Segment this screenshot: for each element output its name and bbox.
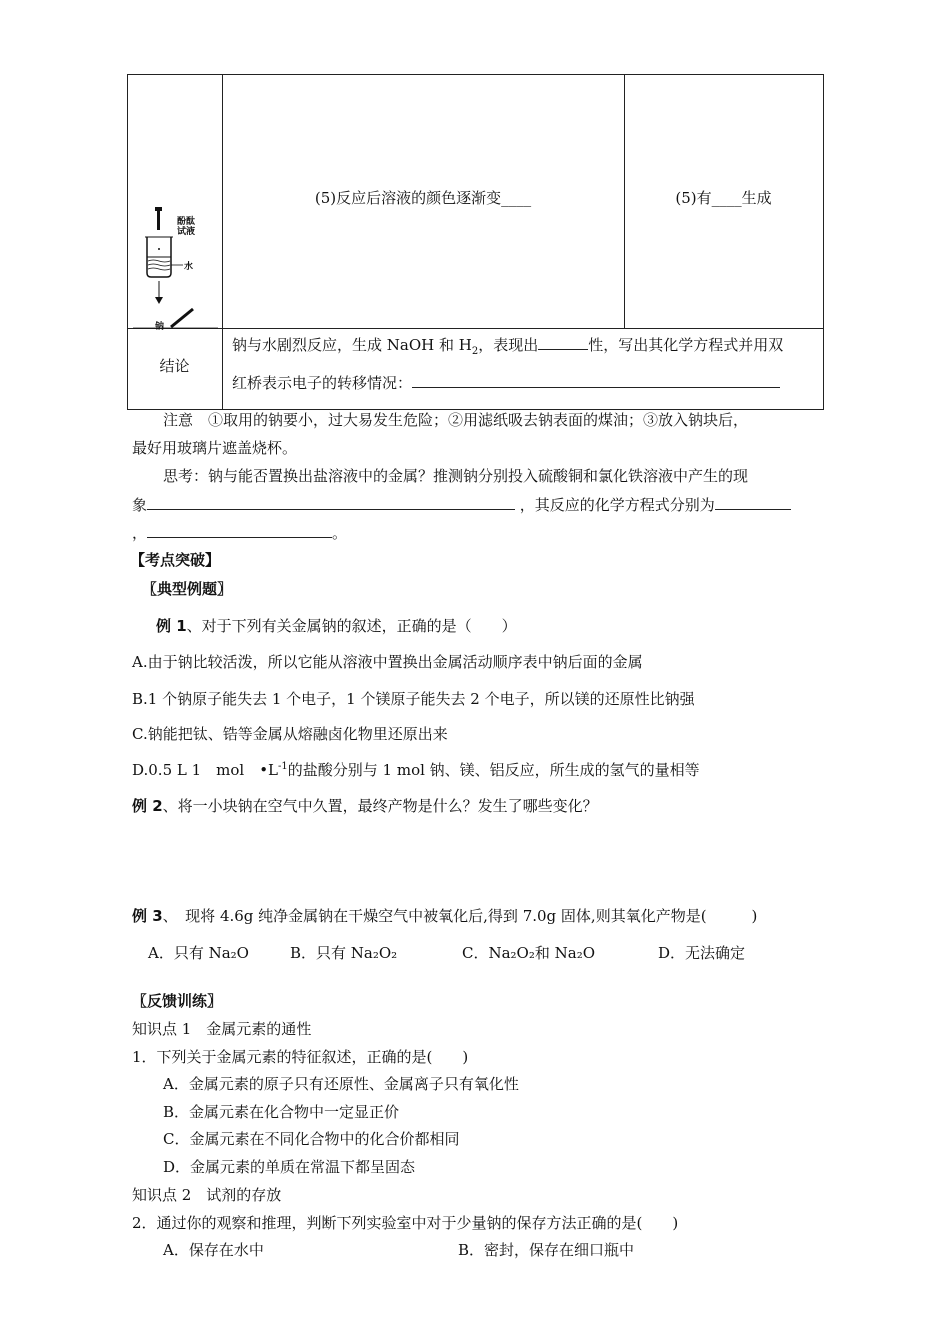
question-1-option-a: A．金属元素的原子只有还原性、金属离子只有氧化性	[163, 1075, 519, 1093]
think-text-a: 象	[132, 496, 148, 514]
property-blank[interactable]	[538, 335, 588, 350]
think-text-c: ，	[132, 524, 148, 542]
example-3-stem	[132, 905, 757, 926]
option-d-text-a: D.0.5 L 1 mol •L	[132, 761, 279, 779]
question-1-option-b: B．金属元素在化合物中一定显正价	[163, 1103, 400, 1121]
conclusion-text-b: ，表现出	[478, 336, 539, 354]
example-2-text: 、将一小块钠在空气中久置，最终产物是什么？发生了哪些变化？	[162, 797, 598, 815]
example-1-option-c: C.钠能把钛、锆等金属从熔融卤化物里还原出来	[132, 725, 448, 743]
knowledge-point-1: 知识点 1 金属元素的通性	[132, 1020, 312, 1038]
conclusion-line-2	[232, 372, 780, 393]
example-2-stem	[132, 795, 598, 816]
conclusion-text-d: 红桥表示电子的转移情况：	[232, 374, 413, 392]
note-line-1: 注意 ①取用的钠要小，过大易发生危险；②用滤纸吸去钠表面的煤油；③放入钠块后，	[163, 411, 749, 429]
conclusion-line-1	[232, 334, 783, 357]
option-d-text-b: 的盐酸分别与 1 mol 钠、镁、铝反应，所生成的氢气的量相等	[287, 761, 700, 779]
equation1-blank[interactable]	[715, 495, 791, 510]
note-line-2: 最好用玻璃片遮盖烧杯。	[132, 439, 298, 457]
phenomenon-blank[interactable]	[147, 495, 515, 510]
example-3-option-a: A．只有 Na₂O	[148, 944, 249, 962]
example-2-label: 例 2	[132, 797, 163, 815]
section-kaodian: 【考点突破】	[130, 551, 221, 569]
example-1-option-a: A.由于钠比较活泼，所以它能从溶液中置换出金属活动顺序表中钠后面的金属	[132, 653, 643, 671]
section-fankui: 〖反馈训练〗	[132, 992, 223, 1010]
question-2-option-b: B．密封，保存在细口瓶中	[458, 1241, 635, 1259]
section-dianxing: 〖典型例题〗	[142, 580, 233, 598]
think-text-d: 。	[332, 524, 348, 542]
observation-cell: (5)反应后溶液的颜色逐渐变____	[314, 189, 532, 207]
conclusion-text-c: 性，写出其化学方程式并用双	[588, 336, 784, 354]
example-3-label: 例 3	[132, 907, 163, 925]
question-2-stem: 2．通过你的观察和推理，判断下列实验室中对于少量钠的保存方法正确的是( )	[132, 1214, 679, 1232]
example-3-option-b: B．只有 Na₂O₂	[290, 944, 398, 962]
example-3-option-d: D．无法确定	[658, 944, 746, 962]
equation-blank[interactable]	[412, 373, 780, 388]
question-1-stem: 1．下列关于金属元素的特征叙述，正确的是( )	[132, 1048, 469, 1066]
equation2-blank[interactable]	[147, 523, 332, 538]
knowledge-point-2: 知识点 2 试剂的存放	[132, 1186, 282, 1204]
example-1-stem	[156, 615, 517, 636]
example-1-text: 、对于下列有关金属钠的叙述，正确的是（ ）	[186, 617, 517, 635]
example-1-option-b: B.1 个钠原子能失去 1 个电子，1 个镁原子能失去 2 个电子，所以镁的还原性比钠强	[132, 690, 695, 708]
explanation-cell: (5)有____生成	[675, 189, 772, 207]
think-line-1: 思考：钠与能否置换出盐溶液中的金属？推测钠分别投入硫酸铜和氯化铁溶液中产生的现	[163, 467, 749, 485]
question-2-option-a: A．保存在水中	[163, 1241, 264, 1259]
water-label: 水	[184, 262, 194, 272]
conclusion-text-a: 钠与水剧烈反应，生成 NaOH 和 H	[232, 336, 472, 354]
think-line-2	[132, 494, 791, 515]
example-3-text: 、 现将 4.6g 纯净金属钠在干燥空气中被氧化后,得到 7.0g 固体,则其氧化产物是( )	[162, 907, 758, 925]
example-1-label: 例 1	[156, 617, 187, 635]
beaker-sodium-diagram	[133, 205, 218, 330]
h2-subscript: 2	[471, 346, 479, 357]
indicator-label: 酚酞 试液	[177, 217, 196, 237]
question-1-option-d: D．金属元素的单质在常温下都呈固态	[163, 1158, 416, 1176]
example-1-option-d	[132, 759, 700, 780]
example-3-option-c: C．Na₂O₂和 Na₂O	[462, 944, 596, 962]
beaker-figure	[133, 205, 218, 330]
sodium-label: 钠	[155, 322, 165, 332]
conclusion-label: 结论	[159, 357, 190, 375]
option-d-superscript: -1	[278, 761, 288, 772]
question-1-option-c: C．金属元素在不同化合物中的化合价都相同	[163, 1130, 460, 1148]
think-line-3	[132, 522, 347, 543]
think-text-b: ，其反应的化学方程式分别为	[519, 496, 715, 514]
